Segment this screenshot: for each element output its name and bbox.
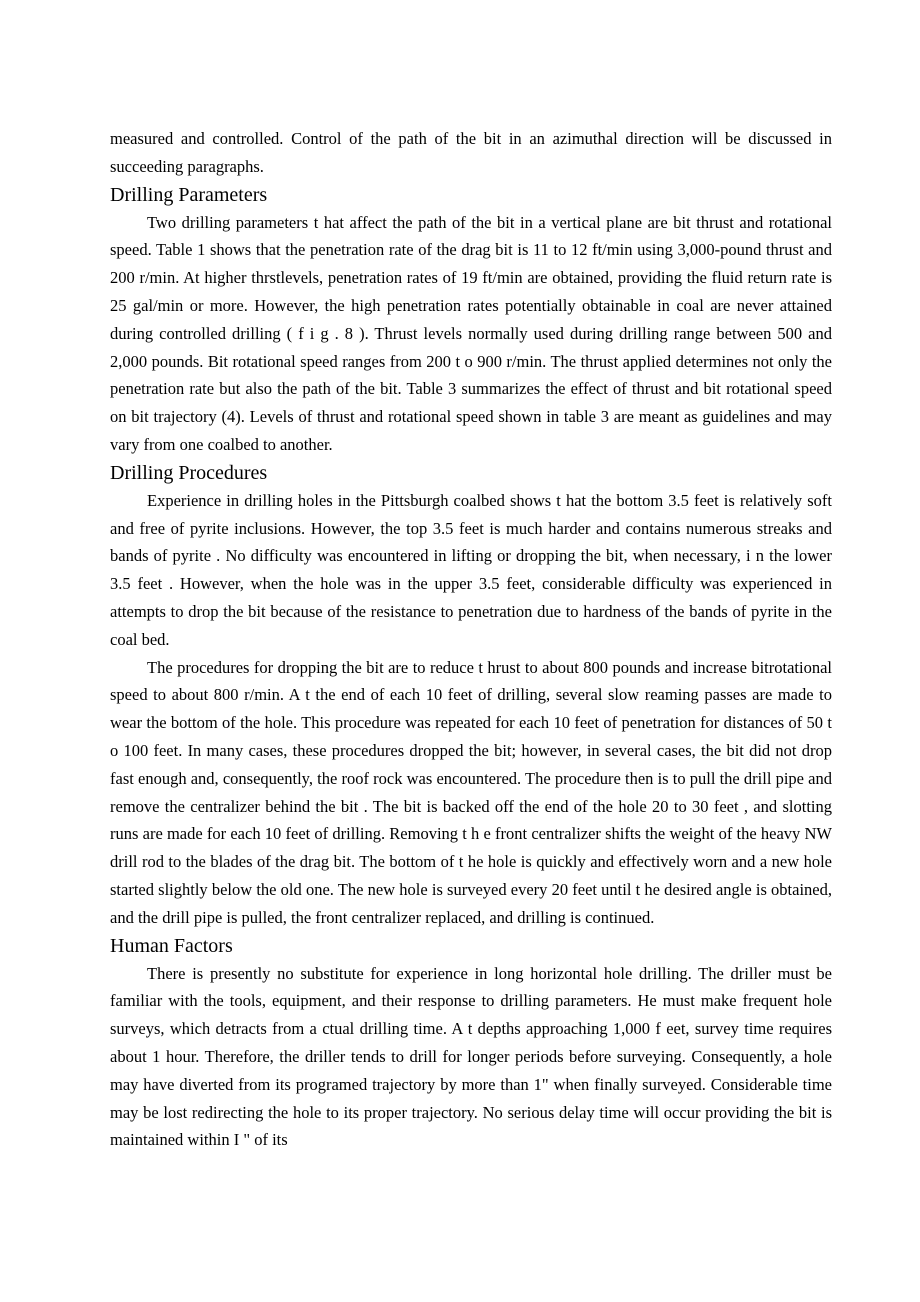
paragraph-human-factors-1: There is presently no substitute for experience in long horizontal hole drilling. The driller must be familiar with the tools, equipment, and their response to drilling parameters. He must make frequent hole surveys, which detracts from a ctual drilling time. A t depths approaching 1,000 f eet, survey time requires about 1 hour. Therefore, the driller tends to drill for longer periods before surveying. Consequently, a hole may have diverted from its programed trajectory by more than 1" when finally surveyed. Considerable time may be lost redirecting the hole to its proper trajectory. No serious delay time will occur providing the bit is maintained within I " of its (110, 963, 832, 1150)
paragraph-drilling-procedures-2: The procedures for dropping the bit are to reduce t hrust to about 800 pounds and increase bitrotational speed to about 800 r/min. A t the end of each 10 feet of drilling, several slow reaming passes are made to wear the bottom of the hole. This procedure was repeated for each 10 feet of penetration for distances of 50 t o 100 feet. In many cases, these procedures dropped the bit; however, in several cases, the bit did not drop fast enough and, consequently, the roof rock was encountered. The procedure then is to pull the drill pipe and remove the centralizer behind the bit . The bit is backed off the end of the hole 20 to 30 feet , and slotting runs are made for each 10 feet of drilling. Removing t h e front centralizer shifts the weight of the heavy NW drill rod to the blades of the drag bit. The bottom of t he hole is quickly and effectively worn and a new hole started slightly below the old one. The new hole is surveyed every 20 feet until t he desired angle is obtained, and the drill pipe is pulled, the front centralizer replaced, and drilling is continued. (110, 657, 832, 927)
section-heading-drilling-procedures: Drilling Procedures (110, 461, 268, 484)
section-heading-human-factors: Human Factors (110, 934, 233, 957)
section-heading-drilling-parameters: Drilling Parameters (110, 183, 268, 206)
document-page (110, 125, 832, 1154)
paragraph-drilling-procedures-1: Experience in drilling holes in the Pittsburgh coalbed shows t hat the bottom 3.5 feet is relatively soft and free of pyrite inclusions. However, the top 3.5 feet is much harder and contains numerous streaks and bands of pyrite . No difficulty was encountered in lifting or dropping the bit, when necessary, i n the lower 3.5 feet . However, when the hole was in the upper 3.5 feet, considerable difficulty was experienced in attempts to drop the bit because of the resistance to penetration due to hardness of the bands of pyrite in the coal bed. (110, 490, 832, 649)
continuation-paragraph: measured and controlled. Control of the path of the bit in an azimuthal direction will be discussed in succeeding paragraphs. (110, 129, 832, 176)
paragraph-drilling-parameters-1: Two drilling parameters t hat affect the path of the bit in a vertical plane are bit thrust and rotational speed. Table 1 shows that the penetration rate of the drag bit is 11 to 12 ft/min using 3,000-pound thrust and 200 r/min. At higher thrstlevels, penetration rates of 19 ft/min are obtained, providing the fluid return rate is 25 gal/min or more. However, the high penetration rates potentially obtainable in coal are never attained during controlled drilling ( f i g . 8 ). Thrust levels normally used during drilling range between 500 and 2,000 pounds. Bit rotational speed ranges from 200 t o 900 r/min. The thrust applied determines not only the penetration rate but also the path of the bit. Table 3 summarizes the effect of thrust and bit rotational speed on bit trajectory (4). Levels of thrust and rotational speed shown in table 3 are meant as guidelines and may vary from one coalbed to another. (110, 212, 832, 454)
